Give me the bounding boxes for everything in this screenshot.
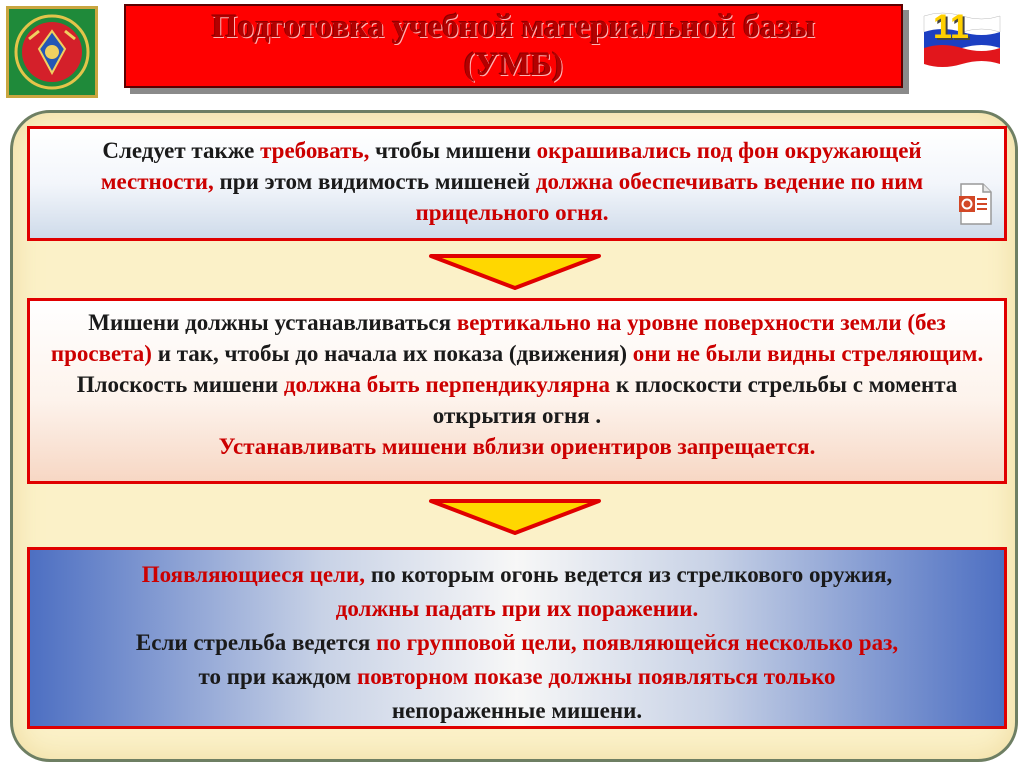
text-highlight: повторном показе должны появляться только: [356, 664, 836, 689]
powerpoint-file-icon[interactable]: [957, 182, 995, 226]
text-segment: Плоскость мишени: [76, 372, 284, 397]
text-highlight: должны падать при их поражении.: [335, 596, 699, 621]
text-segment: то при каждом: [198, 664, 357, 689]
text-highlight: они не были видны стреляющим.: [632, 341, 984, 366]
text-highlight: требовать,: [260, 138, 370, 163]
page-subtitle: (УМБ): [463, 47, 564, 83]
text-segment: Следует также: [102, 138, 261, 163]
emblem-logo: [6, 6, 98, 98]
text-segment: чтобы мишени: [369, 138, 537, 163]
text-highlight: должна обеспечивать ведение по ним прицельного огня.: [415, 169, 924, 225]
text-segment: непораженные мишени.: [391, 698, 643, 723]
text-highlight: по групповой цели, появляющейся несколько раз,: [376, 630, 899, 655]
text-segment: и так, чтобы до начала их показа (движения): [151, 341, 633, 366]
text-segment: при этом видимость мишеней: [213, 169, 536, 194]
text-box-target-coloring: [27, 126, 1007, 241]
down-arrow-icon: [425, 252, 605, 292]
russian-flag-icon: [922, 8, 1002, 68]
text-highlight: вертикально на уровне поверхности земли (без просвета): [50, 310, 946, 366]
page-number: 11: [933, 8, 969, 46]
text-box-target-placement: [27, 298, 1007, 484]
text-segment: к плоскости стрельбы с момента открытия огня .: [432, 372, 958, 428]
text-highlight: должна быть перпендикулярна: [283, 372, 611, 397]
text-highlight: Появляющиеся цели,: [141, 562, 366, 587]
text-segment: Если стрельба ведется: [135, 630, 377, 655]
text-box-appearing-targets: [27, 547, 1007, 729]
text-segment: по которым огонь ведется из стрелкового оружия,: [365, 562, 893, 587]
title-box: [124, 4, 903, 88]
text-highlight: окрашивались под фон окружающей местности,: [100, 138, 922, 194]
down-arrow-icon: [425, 497, 605, 537]
text-highlight: Устанавливать мишени вблизи ориентиров запрещается.: [218, 434, 816, 459]
page-title: Подготовка учебной материальной базы: [211, 9, 816, 45]
text-segment: Мишени должны устанавливаться: [88, 310, 457, 335]
